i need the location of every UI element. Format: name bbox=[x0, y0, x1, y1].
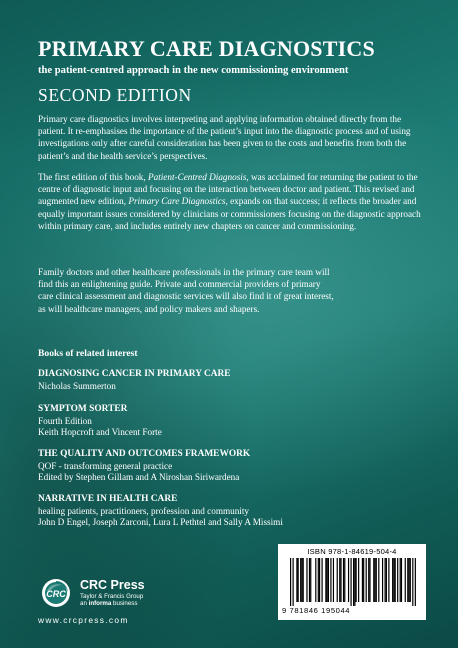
blurb-p2-text-a: The first edition of this book, bbox=[38, 172, 148, 182]
barcode-bar bbox=[330, 558, 331, 602]
blurb-paragraph-3: Family doctors and other healthcare professionals in the primary care team will find this an enlightening guide. Private and commercial providers of primary care clinical assessment and diagnostic services will also find it of great interest, as will healthcare managers, and policy makers and shapers. bbox=[38, 267, 334, 314]
related-book-title: THE QUALITY AND OUTCOMES FRAMEWORK bbox=[38, 449, 251, 459]
related-book-line: John D Engel, Joseph Zarconi, Lura L Pethtel and Sally A Missimi bbox=[38, 517, 283, 528]
barcode-bar bbox=[315, 558, 316, 602]
barcode-bar bbox=[373, 558, 374, 602]
isbn-barcode bbox=[278, 544, 426, 620]
barcode-bar bbox=[392, 558, 393, 602]
barcode-bar bbox=[395, 558, 396, 602]
barcode-bar bbox=[374, 558, 375, 602]
informa-brand: informa bbox=[88, 600, 112, 608]
publisher-group-line-1: Taylor & Francis Group bbox=[80, 593, 144, 600]
barcode-bar bbox=[401, 558, 402, 602]
barcode-digits: 9 781846 195044 bbox=[282, 606, 351, 615]
barcode-bar bbox=[382, 558, 383, 602]
barcode-bar bbox=[310, 558, 311, 602]
barcode-bar bbox=[412, 558, 413, 606]
related-book-title: NARRATIVE IN HEALTH CARE bbox=[38, 494, 178, 504]
barcode-bar bbox=[340, 558, 341, 602]
publisher-group-prefix: an bbox=[80, 600, 89, 608]
barcode-bar bbox=[362, 558, 363, 602]
isbn-label: ISBN 978-1-84619-504-4 bbox=[307, 547, 397, 556]
blurb-p2-text-c: expands on that success; it reflects the broader and equally important issues considered by clinicians or commissioners focusing on the diagnostic approach within primary care, and includes entirely new chapters on cancer and commissioning. bbox=[38, 196, 421, 231]
barcode-bar bbox=[290, 558, 291, 606]
related-book bbox=[38, 404, 398, 439]
barcode-bar bbox=[363, 558, 364, 602]
barcode-bar bbox=[410, 558, 411, 602]
barcode-bar bbox=[397, 558, 398, 602]
related-book-line: Nicholas Summerton bbox=[38, 380, 116, 391]
barcode-bar bbox=[358, 558, 359, 602]
barcode-bar bbox=[344, 558, 345, 602]
barcode-bar bbox=[415, 558, 416, 606]
barcode-bar bbox=[354, 558, 355, 606]
barcode-bar bbox=[376, 558, 377, 602]
barcode-bar bbox=[386, 558, 387, 602]
barcode-bar bbox=[319, 558, 320, 602]
publisher-url[interactable]: www.crcpress.com bbox=[38, 615, 129, 625]
barcode-bar bbox=[301, 558, 302, 602]
related-book-line: Fourth Edition bbox=[38, 415, 92, 426]
first-edition-title: Patient-Centred Diagnosis bbox=[147, 172, 247, 182]
barcode-bar bbox=[339, 558, 340, 602]
barcode-bar bbox=[333, 558, 334, 602]
related-book-line: Edited by Stephen Gillam and A Niroshan Siriwardena bbox=[38, 472, 240, 483]
blurb-paragraph-2 bbox=[38, 171, 426, 232]
barcode-bar bbox=[348, 558, 349, 602]
barcode-bar bbox=[296, 558, 297, 602]
new-edition-title: Primary Care Diagnostics, bbox=[128, 196, 228, 207]
related-book bbox=[38, 494, 398, 529]
barcode-bar bbox=[378, 558, 379, 602]
related-book-line: Keith Hopcroft and Vincent Forte bbox=[38, 427, 162, 438]
barcode-bar bbox=[353, 558, 354, 606]
publisher-group-suffix: business bbox=[111, 600, 138, 608]
barcode-bar bbox=[356, 558, 357, 602]
barcode-bar bbox=[293, 558, 294, 606]
related-book-line: QOF - transforming general practice bbox=[38, 460, 173, 471]
book-title: PRIMARY CARE DIAGNOSTICS bbox=[38, 36, 375, 61]
blurb-p2-text-b: , was acclaimed for returning the patient to the centre of diagnostic input and focusing on the interaction between doctor and patient. This revised and augmented new edition, bbox=[38, 172, 418, 207]
barcode-bar bbox=[405, 558, 406, 602]
barcode-bar bbox=[306, 558, 307, 602]
barcode-bar bbox=[400, 558, 401, 602]
publisher-group-line-2 bbox=[80, 600, 143, 607]
blurb-paragraph-1: Primary care diagnostics involves interpreting and applying information obtained directly from the patient. It re-emphasises the importance of the patient’s input into the diagnostic process and of using investigations only after careful consideration has been given to the costs and benefits from both the patient’s and the health service’s perspectives. bbox=[38, 114, 411, 161]
barcode-bar bbox=[322, 558, 323, 602]
barcode-bar bbox=[393, 558, 394, 602]
barcode-bars-icon bbox=[290, 558, 416, 606]
book-subtitle: the patient-centred approach in the new commissioning environment bbox=[38, 65, 349, 76]
edition-label: SECOND EDITION bbox=[38, 85, 192, 105]
barcode-bar bbox=[327, 558, 328, 602]
barcode-bar bbox=[350, 558, 351, 606]
barcode-bar bbox=[407, 558, 408, 602]
barcode-bar bbox=[369, 558, 370, 602]
barcode-bar bbox=[300, 558, 301, 602]
barcode-bar bbox=[337, 558, 338, 602]
barcode-bar bbox=[303, 558, 304, 602]
barcode-bar bbox=[388, 558, 389, 602]
related-books-heading: Books of related interest bbox=[38, 348, 138, 359]
barcode-bar bbox=[298, 558, 299, 602]
barcode-bar bbox=[309, 558, 310, 602]
barcode-bar bbox=[408, 558, 409, 602]
related-book bbox=[38, 369, 398, 392]
barcode-bar bbox=[366, 558, 367, 602]
related-book bbox=[38, 449, 398, 484]
barcode-bar bbox=[368, 558, 369, 602]
barcode-bar bbox=[343, 558, 344, 602]
related-book-line: healing patients, practitioners, profession and community bbox=[38, 505, 250, 516]
publisher-group bbox=[80, 593, 143, 608]
barcode-bar bbox=[318, 558, 319, 602]
related-book-title: DIAGNOSING CANCER IN PRIMARY CARE bbox=[38, 369, 231, 379]
publisher-name: CRC Press bbox=[80, 578, 145, 592]
publisher-block bbox=[38, 576, 208, 626]
barcode-bar bbox=[385, 558, 386, 602]
crc-logo-text: CRC bbox=[46, 589, 66, 599]
barcode-bar bbox=[328, 558, 329, 602]
crc-press-logo-icon bbox=[41, 578, 71, 608]
barcode-bar bbox=[325, 558, 326, 602]
related-book-title: SYMPTOM SORTER bbox=[38, 404, 128, 414]
